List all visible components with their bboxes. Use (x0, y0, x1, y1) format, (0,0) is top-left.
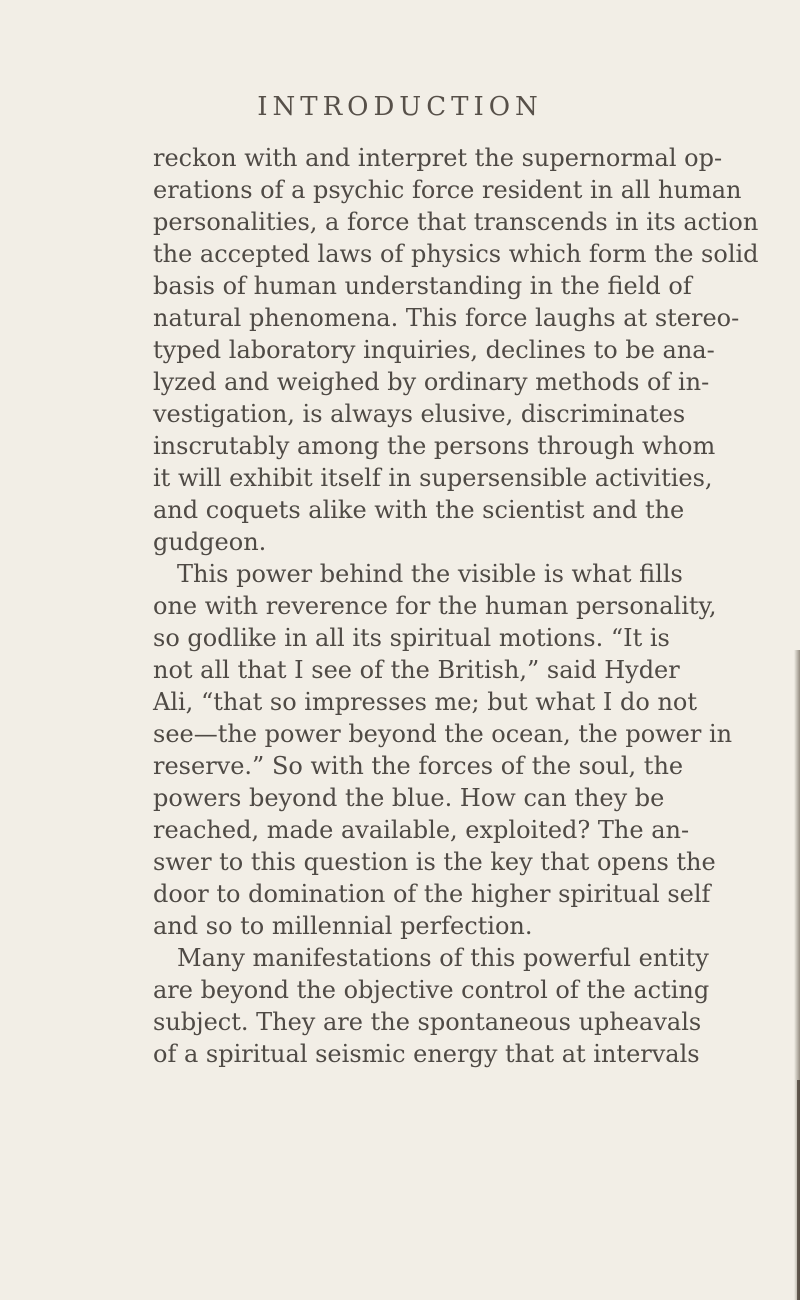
text-line: natural phenomena. This force laughs at stereo- (153, 304, 740, 332)
text-line: see—the power beyond the ocean, the power in (153, 720, 733, 748)
text-line: the accepted laws of physics which form the solid (153, 240, 759, 268)
text-line: swer to this question is the key that opens the (153, 848, 716, 876)
text-line: vestigation, is always elusive, discriminates (153, 400, 686, 428)
text-line: reached, made available, exploited? The an- (153, 816, 690, 844)
text-line: so godlike in all its spiritual motions. “It is (153, 624, 670, 652)
text-line: basis of human understanding in the field of (153, 272, 692, 300)
text-line: inscrutably among the persons through whom (153, 432, 716, 460)
text-line: personalities, a force that transcends in its action (153, 208, 759, 236)
text-line: not all that I see of the British,” said Hyder (153, 656, 680, 684)
text-line: and so to millennial perfection. (153, 912, 533, 940)
text-line: typed laboratory inquiries, declines to be ana- (153, 336, 715, 364)
body-text (153, 142, 759, 1070)
text-line: gudgeon. (153, 528, 267, 556)
text-line: This power behind the visible is what fills (177, 560, 683, 588)
running-header: INTRODUCTION (257, 92, 543, 122)
text-line: erations of a psychic force resident in all human (153, 176, 742, 204)
text-line: and coquets alike with the scientist and the (153, 496, 685, 524)
text-line: door to domination of the higher spiritual self (153, 880, 711, 908)
text-line: reserve.” So with the forces of the soul, the (153, 752, 684, 780)
text-line: lyzed and weighed by ordinary methods of in- (153, 368, 710, 396)
text-line: reckon with and interpret the supernormal op- (153, 144, 723, 172)
text-line: one with reverence for the human personality, (153, 592, 717, 620)
text-line: it will exhibit itself in supersensible activities, (153, 464, 713, 492)
text-line: Ali, “that so impresses me; but what I do not (153, 688, 697, 716)
text-line: Many manifestations of this powerful entity (177, 944, 709, 972)
text-line: of a spiritual seismic energy that at intervals (153, 1040, 700, 1068)
text-line: powers beyond the blue. How can they be (153, 784, 665, 812)
text-line: are beyond the objective control of the acting (153, 976, 710, 1004)
text-line: subject. They are the spontaneous upheavals (153, 1008, 702, 1036)
